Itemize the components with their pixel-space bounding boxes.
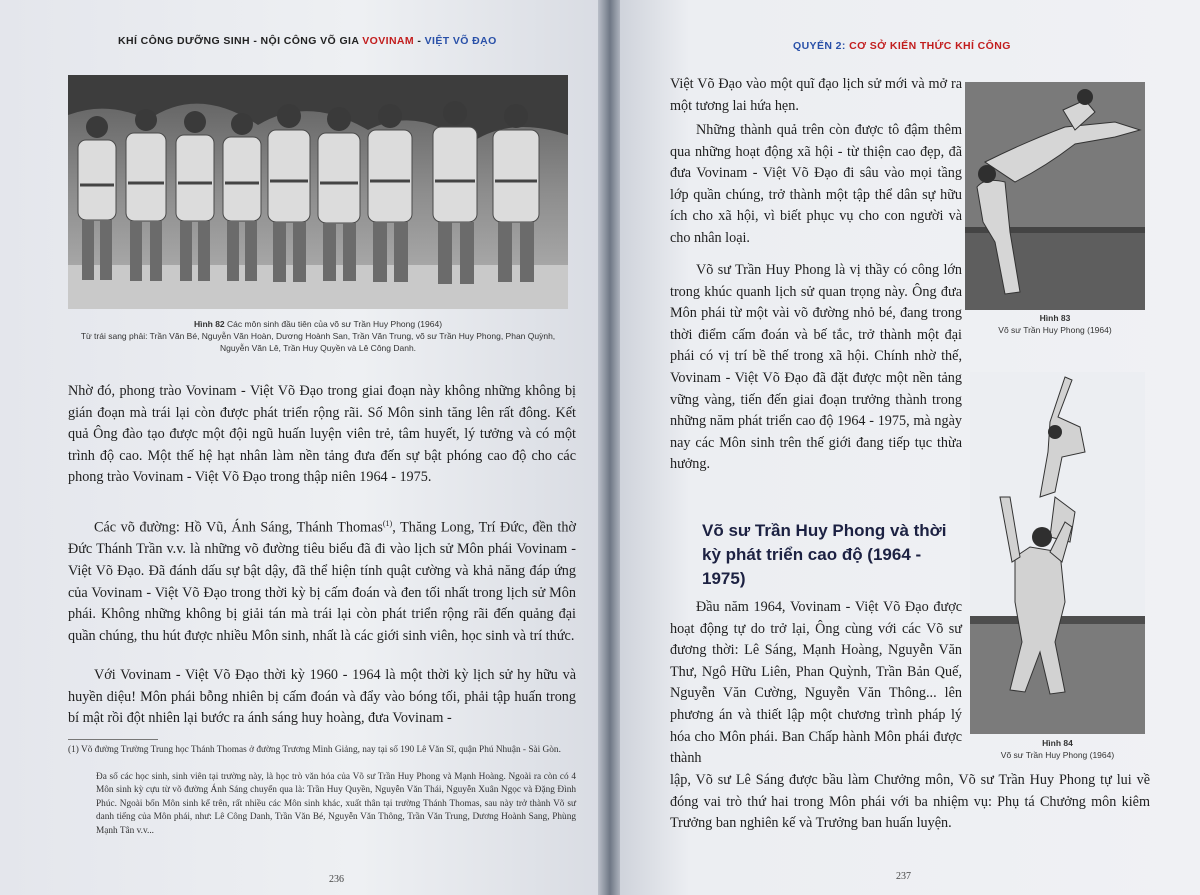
footnote-1-continued: Đa số các học sinh, sinh viên tại trường này, là học trò văn hóa của Võ sư Trần Huy Phong và Mạnh Hoàng. Ngoài ra còn có 4 Môn sinh kỳ cựu từ võ đường Ánh Sáng chuyển qua là: Trần Huy Quyền, Nguyễn Văn Thái, Nguyễn Xuân Ngọc và Đặng Đình Phúc. Ngoài bốn Môn sinh kể trên, rất nhiều các Môn sinh khác, xuất thân tại trường Thánh Thomas, sau này trở thành Võ sư danh tiếng của Môn phái, như: Lê Công Danh, Trần Văn Bé, Nguyễn Văn Thông, Trần Văn Trung, Dương Hoành Sang, Phùng Mạnh Tân v.v... (96, 772, 576, 836)
right-paragraph-1: Việt Võ Đạo vào một quĩ đạo lịch sử mới và mở ra một tương lai hứa hẹn. (670, 76, 962, 114)
figure-82-caption (68, 318, 568, 354)
figure-83-photo (965, 82, 1145, 310)
flying-kick-photo-svg (965, 82, 1145, 310)
figure-84-title: Võ sư Trần Huy Phong (1964) (1000, 750, 1115, 760)
group-photo-icon-svg (68, 75, 568, 309)
right-paragraph-2: Những thành quả trên còn được tô đậm thêm qua những hoạt động xã hội - từ thiện cao đẹp, đã đưa Vovinam - Việt Võ Đạo đi sâu vào mọi tầng lớp quần chúng, trở thành một tập thể dân sự hữu ích cho xã hội, vì biết phục vụ cho con người và cho nhân loại. (670, 122, 962, 246)
footnote-ref-1: (1) (382, 519, 393, 528)
figure-82-title: Các môn sinh đầu tiên của võ sư Trần Huy Phong (1964) (227, 319, 443, 329)
footnote-rule (68, 739, 158, 740)
book-gutter (598, 0, 622, 895)
right-paragraph-3: Võ sư Trần Huy Phong là vị thầy có công lớn trong khúc quanh lịch sử quan trọng này. Ông đưa Môn phái từ một vài võ đường nhỏ bé, đang trong thời điểm cấm đoán và bế tắc, trở thành một đại phái có vị trí bề thế trong xã hội. Chính nhờ thế, Vovinam - Việt Võ Đạo đã đặt được một nền tảng vững vàng, tiến đến giai đoạn trưởng thành trong những năm phát triển cao độ 1964 - 1975, mà ngày nay các Môn sinh trên thế giới đang tiếp tục thừa hưởng. (670, 262, 962, 473)
left-paragraph-1: Nhờ đó, phong trào Vovinam - Việt Võ Đạo trong giai đoạn này không những không bị gián đoạn mà trái lại còn được phát triển rộng rãi. Số Môn sinh tăng lên rất đông. Kết quả Ông đào tạo được một đội ngũ huấn luyện viên trẻ, tâm huyết, lý tưởng và có một trình độ cao. Một thế hệ hạt nhân làm nền tảng đưa đến sự bật phóng cao độ cho các phong trào Vovinam - Việt Võ Đạo trong thập niên 1964 - 1975. (68, 383, 576, 486)
right-page (620, 0, 1200, 895)
figure-83-caption (965, 312, 1145, 336)
right-paragraph-5: lập, Võ sư Lê Sáng được bầu làm Chưởng môn, Võ sư Trần Huy Phong tự lui về đóng vai trò thứ hai trong Môn phái với ba nhiệm vụ: Phụ tá Chưởng môn kiêm Trưởng ban nghiên kế và Trưởng ban huấn luyện. (670, 772, 1150, 832)
figure-83-title: Võ sư Trần Huy Phong (1964) (998, 325, 1112, 335)
figure-84-label: Hình 84 (1042, 738, 1073, 748)
footnote-1: (1) Võ đường Trường Trung học Thánh Thomas ở đường Trương Minh Giảng, nay tại số 190 Lê Văn Sĩ, quận Phú Nhuận - Sài Gòn. (68, 745, 561, 755)
figure-82-description: Từ trái sang phải: Trần Văn Bé, Nguyễn Văn Hoàn, Dương Hoành San, Trần Văn Trung, võ sư Trần Huy Phong, Phan Quỳnh, Nguyễn Văn Lê, Trần Huy Quyền và Lê Công Danh. (80, 331, 556, 353)
figure-84-caption (970, 737, 1145, 761)
section-heading: Võ sư Trần Huy Phong và thời kỳ phát triển cao độ (1964 - 1975) (702, 521, 947, 588)
left-paragraph-2: Các võ đường: Hồ Vũ, Ánh Sáng, Thánh Thomas$^{(1)}$, Thăng Long, Trí Đức, đền thờ Đức Thánh Trần v.v. là những võ đường tiêu biểu đã đi vào lịch sử Môn phái Vovinam - Việt Võ Đạo. Đã đánh dấu sự bật dậy, đã thể hiện tính quật cường và khả năng đáp ứng của Vovinam - Việt Võ Đạo trong thời kỳ bị cấm đoán và đen tối nhất trong lịch sử Môn phái. Không những không bị giải tán mà trái lại còn phát triển rộng rãi đến quảng đại quần chúng, thu hút được nhiều Môn sinh, nhất là các giới sinh viên, học sinh và trí thức. (68, 519, 576, 644)
left-page-number: 236 (329, 874, 344, 885)
left-paragraph-3: Với Vovinam - Việt Võ Đạo thời kỳ 1960 - 1964 là một thời kỳ lịch sử hy hữu và huyền diệu! Môn phái bỗng nhiên bị cấm đoán và đẩy vào bóng tối, phải tập huấn trong bí mật rồi đột nhiên lại bước ra ánh sáng huy hoàng, đưa Vovinam - (68, 667, 576, 727)
left-running-head: KHÍ CÔNG DƯỠNG SINH - NỘI CÔNG VÕ GIA VOVINAM - VIỆT VÕ ĐẠO (118, 35, 497, 47)
right-paragraph-4: Đầu năm 1964, Vovinam - Việt Võ Đạo được hoạt động tự do trở lại, Ông cùng với các Võ sư đương thời: Lê Sáng, Mạnh Hoàng, Nguyễn Văn Thư, Ngô Hữu Liên, Phan Quỳnh, Trần Bản Quế, Nguyễn Văn Cường, Nguyễn Văn Thông... lên phương án và thiết lập một chương trình pháp lý hóa cho Môn phái. Ban Chấp hành Môn phái được thành (670, 599, 962, 767)
right-running-head: QUYỂN 2: CƠ SỞ KIẾN THỨC KHÍ CÔNG (793, 40, 1011, 52)
figure-82-label: Hình 82 (193, 319, 225, 329)
figure-82-photo (68, 75, 568, 309)
figure-83-label: Hình 83 (1039, 313, 1071, 323)
right-page-number: 237 (896, 871, 911, 882)
figure-84-photo (970, 372, 1145, 734)
acrobatic-lift-photo-svg (970, 372, 1145, 734)
